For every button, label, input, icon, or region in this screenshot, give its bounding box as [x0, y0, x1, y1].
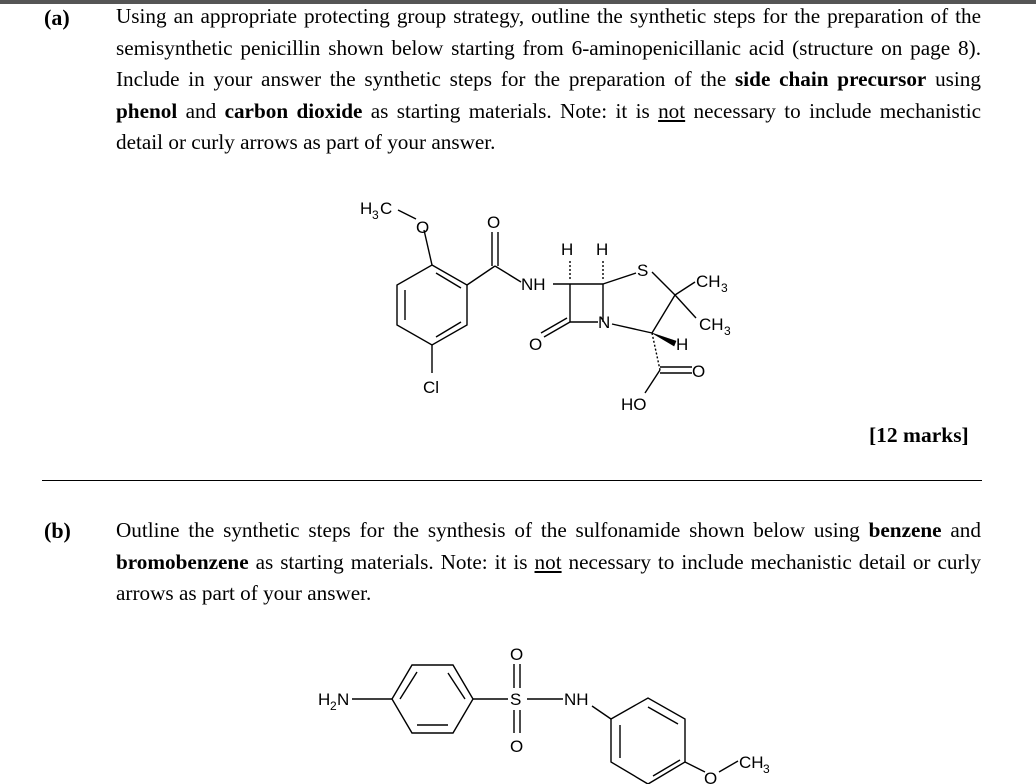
ch3-top: CH: [696, 272, 721, 291]
question-b-run-4: as starting materials. Note: it is: [248, 549, 535, 574]
benzene-ring-b1: [392, 665, 473, 733]
methyl-sub: 3: [372, 208, 379, 222]
chloro: Cl: [423, 378, 440, 397]
sulfur-b: S: [510, 690, 522, 709]
ring-b1-inner-2: [448, 673, 465, 699]
bond-ring-o: [685, 762, 705, 772]
question-b-run-5: not: [534, 549, 562, 574]
ch3-bot: CH: [699, 315, 724, 334]
question-b-run-3: bromobenzene: [116, 549, 249, 574]
h-3: H: [676, 335, 689, 354]
bond-nh-ring: [592, 706, 611, 719]
sulfonyl-o-bot: O: [510, 737, 524, 756]
h-2: H: [596, 240, 609, 259]
question-a-run-3: phenol: [116, 98, 178, 123]
sulfonamide-nh: NH: [564, 690, 589, 709]
question-a-run-8: necessary to include mechanistic detail or curly arrows as part of your answer.: [116, 98, 981, 155]
ring-b1-inner-1: [400, 672, 417, 699]
ether-o-b: O: [704, 769, 718, 784]
methyl-b-sub: 3: [763, 762, 770, 776]
methyl-h: H: [360, 199, 373, 218]
carbonyl-o: O: [487, 213, 501, 232]
question-a-run-5: carbon dioxide: [224, 98, 363, 123]
methyl-c: C: [380, 199, 393, 218]
h-1: H: [561, 240, 574, 259]
question-a-run-7: not: [658, 98, 686, 123]
ch3-bot-sub: 3: [724, 324, 731, 338]
sulfonyl-o-top: O: [510, 645, 524, 664]
question-b-label: (b): [44, 518, 71, 543]
ether-o: O: [416, 218, 430, 237]
question-a-run-4: and: [177, 98, 225, 123]
question-b-run-6: necessary to include mechanistic detail or curly arrows as part of your answer.: [116, 549, 981, 606]
bond-o-ch3: [719, 761, 738, 772]
question-b-run-2: and: [941, 518, 981, 542]
question-b-run-1: benzene: [868, 518, 942, 542]
amine-sub: 2: [330, 699, 337, 713]
lactam-o: O: [529, 335, 543, 354]
amine-h: H: [318, 690, 331, 709]
question-a-run-0: Using an appropriate protecting group strategy, outline the synthetic steps for the preparation of the semisynthetic penicillin shown below starting from 6-aminopenicillanic acid (structure on page 8). Include in your answer the synthetic steps for the preparation of the: [116, 4, 981, 92]
amide-nh: NH: [521, 275, 546, 294]
hydroxyl: HO: [621, 395, 647, 414]
marks-a: [12 marks]: [869, 423, 969, 447]
question-b-run-0: Outline the synthetic steps for the synthesis of the sulfonamide shown below using: [116, 518, 869, 542]
sulfur: S: [637, 261, 649, 280]
question-a-run-1: side chain precursor: [735, 67, 927, 92]
acid-o: O: [692, 362, 706, 381]
question-a-run-6: as starting materials. Note: it is: [362, 98, 659, 123]
benzene-ring-b2: [611, 698, 685, 784]
amine-n: N: [337, 690, 350, 709]
ch3-top-sub: 3: [721, 281, 728, 295]
ring-b2-inner-2: [648, 707, 678, 724]
methyl-b: CH: [739, 753, 764, 772]
question-a-run-2: using: [926, 67, 981, 92]
nitrogen: N: [598, 313, 611, 332]
question-a-label: (a): [44, 5, 70, 30]
